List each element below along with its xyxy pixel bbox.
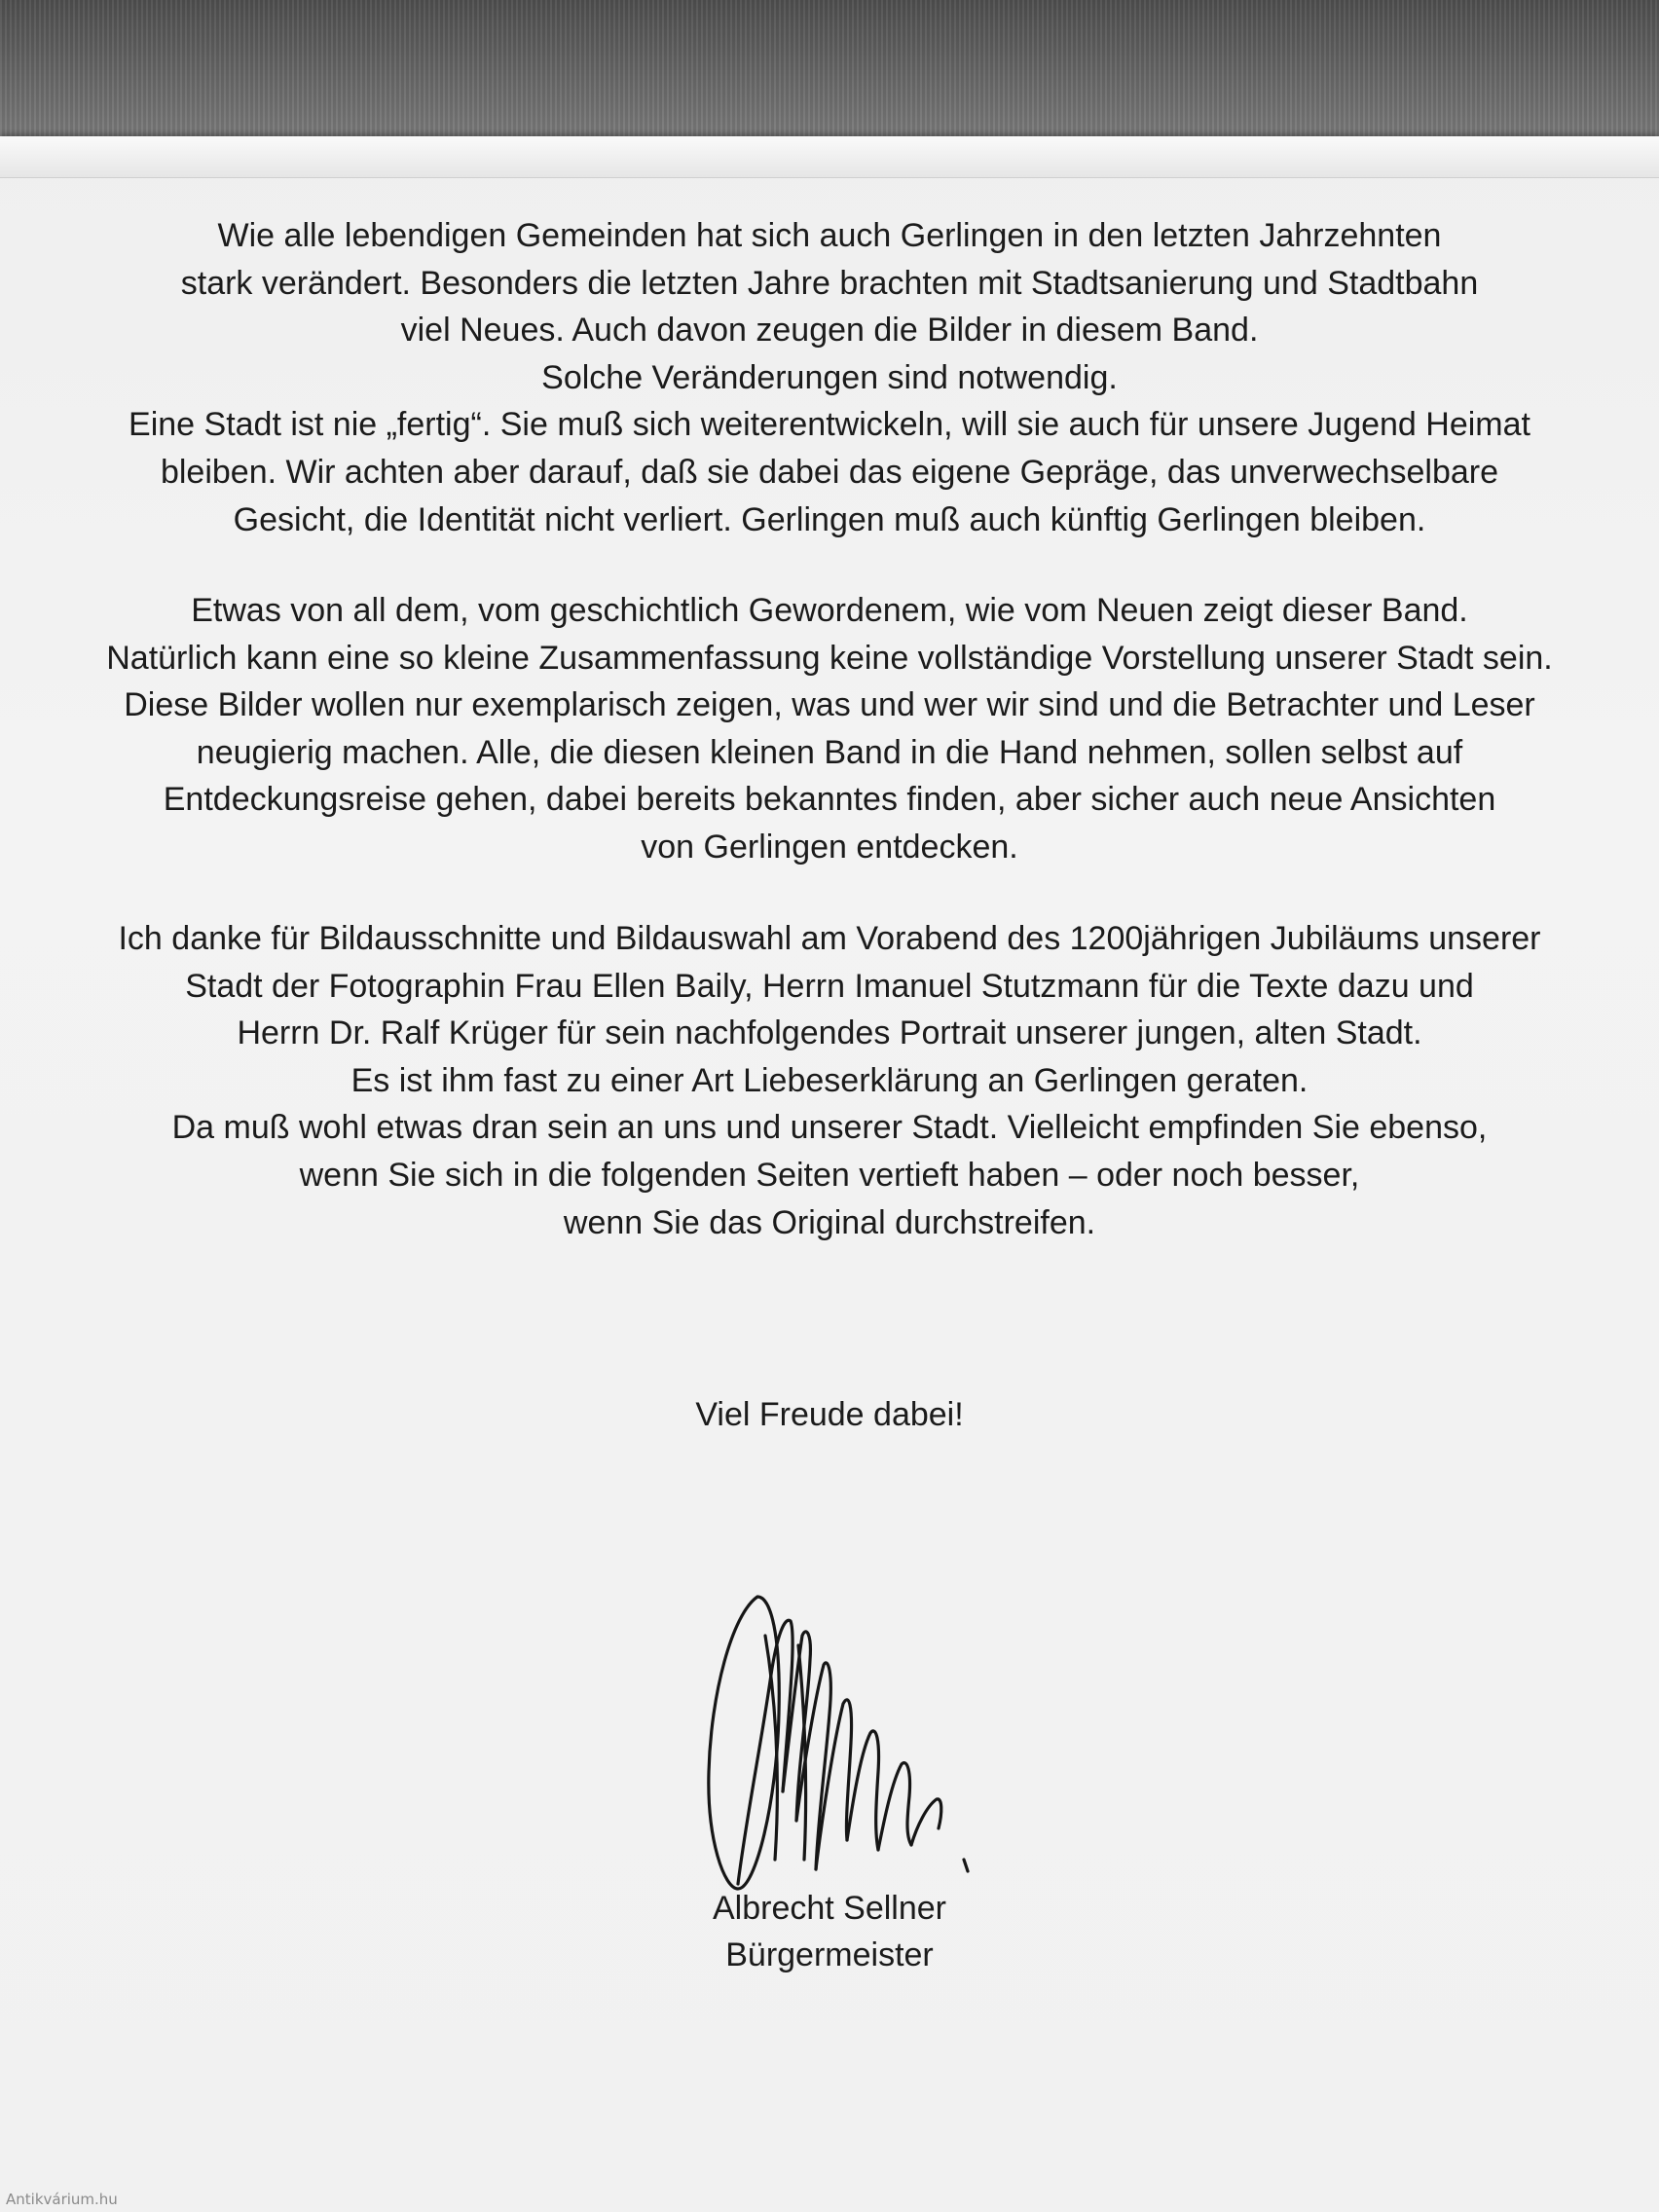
- text-line: Solche Veränderungen sind notwendig.: [541, 358, 1118, 396]
- text-line: von Gerlingen entdecken.: [641, 828, 1018, 866]
- paragraph-3: [39, 915, 1620, 1246]
- text-line: stark verändert. Besonders die letzten Jahre brachten mit Stadtsanierung und Stadtbahn: [180, 264, 1479, 302]
- text-line: Es ist ihm fast zu einer Art Liebeserklärung an Gerlingen geraten.: [350, 1061, 1309, 1099]
- paragraph-2: [39, 587, 1620, 871]
- text-line: Diese Bilder wollen nur exemplarisch zeigen, was und wer wir sind und die Betrachter und Leser: [124, 686, 1535, 724]
- text-line: Eine Stadt ist nie „fertig“. Sie muß sich weiterentwickeln, will sie auch für unsere Jugend Heimat: [129, 406, 1530, 444]
- signatory-name: Albrecht Sellner: [712, 1890, 946, 1927]
- closing-line: Viel Freude dabei!: [695, 1396, 964, 1433]
- text-line: Gesicht, die Identität nicht verliert. Gerlingen muß auch künftig Gerlingen bleiben.: [233, 500, 1426, 538]
- text-line: viel Neues. Auch davon zeugen die Bilder in diesem Band.: [400, 312, 1259, 350]
- signature-icon: [682, 1451, 993, 1899]
- text-line: Entdeckungsreise gehen, dabei bereits bekanntes finden, aber sicher auch neue Ansichten: [163, 781, 1496, 819]
- text-line: Herrn Dr. Ralf Krüger für sein nachfolgendes Portrait unserer jungen, alten Stadt.: [237, 1014, 1422, 1052]
- text-line: Wie alle lebendigen Gemeinden hat sich auch Gerlingen in den letzten Jahrzehnten: [217, 217, 1442, 254]
- table-background: [0, 0, 1659, 146]
- page-top-edge: [0, 136, 1659, 178]
- text-line: wenn Sie sich in die folgenden Seiten vertieft haben – oder noch besser,: [299, 1156, 1360, 1194]
- handwritten-signature: [682, 1451, 993, 1899]
- text-line: Da muß wohl etwas dran sein an uns und unserer Stadt. Vielleicht empfinden Sie ebenso,: [171, 1109, 1488, 1147]
- text-line: Ich danke für Bildausschnitte und Bildauswahl am Vorabend des 1200jährigen Jubiläums unserer: [118, 920, 1541, 957]
- text-line: bleiben. Wir achten aber darauf, daß sie dabei das eigene Gepräge, das unverwechselbare: [160, 453, 1499, 491]
- signatory-block: [0, 1885, 1659, 1978]
- paragraph-1: [39, 212, 1620, 543]
- text-line: wenn Sie das Original durchstreifen.: [563, 1203, 1096, 1241]
- text-line: Etwas von all dem, vom geschichtlich Gewordenem, wie vom Neuen zeigt dieser Band.: [191, 592, 1468, 629]
- text-line: Natürlich kann eine so kleine Zusammenfassung keine vollständige Vorstellung unserer Stadt sein.: [106, 639, 1553, 677]
- signatory-title: Bürgermeister: [725, 1936, 934, 1973]
- watermark-text: Antikvárium.hu: [6, 2191, 118, 2208]
- text-line: Stadt der Fotographin Frau Ellen Baily, Herrn Imanuel Stutzmann für die Texte dazu und: [185, 967, 1474, 1005]
- text-line: neugierig machen. Alle, die diesen kleinen Band in die Hand nehmen, sollen selbst auf: [196, 733, 1463, 771]
